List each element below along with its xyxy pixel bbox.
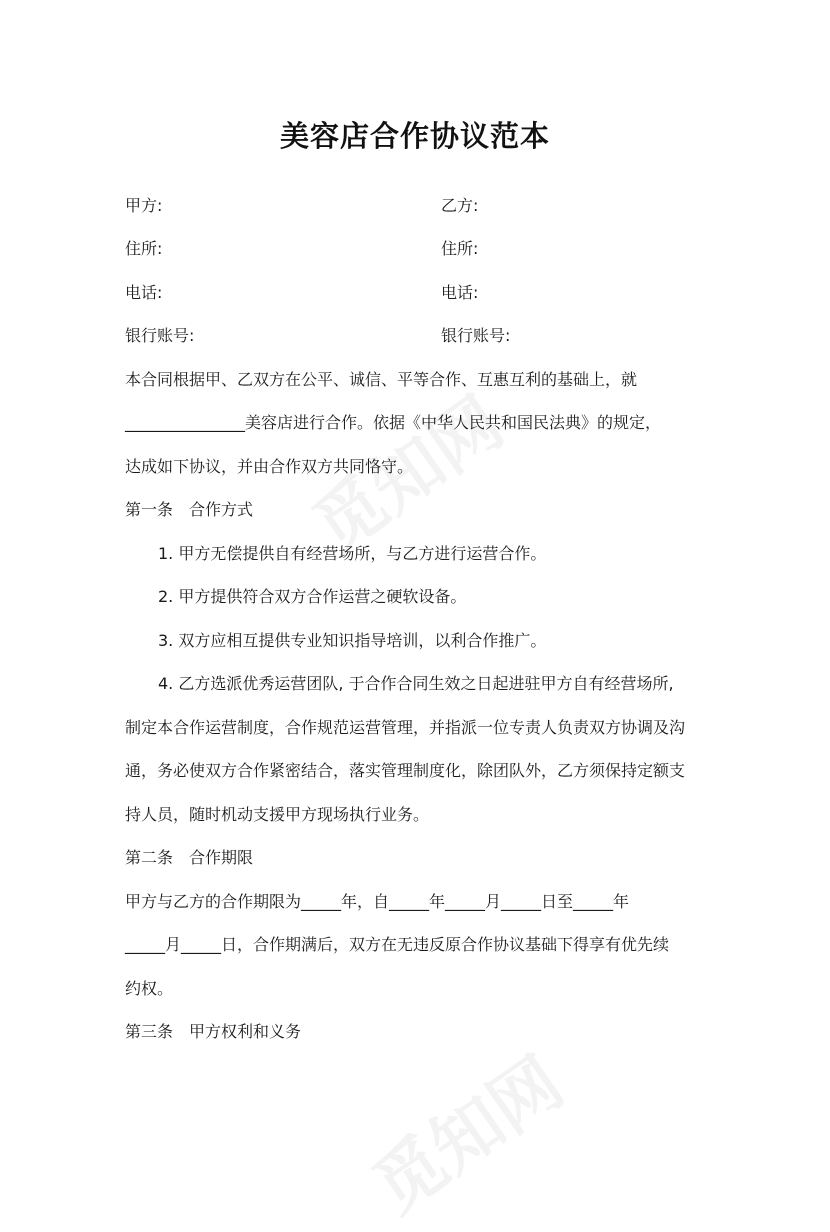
intro-paragraph-line: _______________美容店进行合作。依据《中华人民共和国民法典》的规定， [125, 413, 662, 432]
article-2-line: _____月_____日，合作期满后，双方在无违反原合作协议基础下得享有优先续 [125, 935, 670, 954]
article-1-heading: 第一条 合作方式 [125, 500, 254, 519]
watermark-text [350, 1029, 580, 1232]
intro-paragraph-line: 达成如下协议，并由合作双方共同恪守。 [125, 457, 414, 476]
article-1-item-4-line: 制定本合作运营制度，合作规范运营管理，并指派一位专责人负责双方协调及沟 [125, 718, 686, 737]
bank-account-a-label: 银行账号: [125, 326, 195, 345]
article-1-item-4-line: 4. 乙方选派优秀运营团队, 于合作合同生效之日起进驻甲方自有经营场所, [158, 674, 674, 693]
article-1-item: 1. 甲方无偿提供自有经营场所，与乙方进行运营合作。 [158, 544, 547, 563]
intro-paragraph-line: 本合同根据甲、乙双方在公平、诚信、平等合作、互惠互利的基础上，就 [125, 370, 638, 389]
article-1-item-4-line: 通，务必使双方合作紧密结合，落实管理制度化，除团队外，乙方须保持定额支 [125, 761, 686, 780]
article-1-item-4-line: 持人员，随时机动支援甲方现场执行业务。 [125, 805, 430, 824]
article-2-line: 甲方与乙方的合作期限为_____年，自_____年_____月_____日至_____年 [125, 892, 630, 911]
party-a-label: 甲方: [125, 196, 163, 215]
phone-a-label: 电话: [125, 283, 163, 302]
party-b-label: 乙方: [441, 196, 479, 215]
article-1-item: 2. 甲方提供符合双方合作运营之硬软设备。 [158, 587, 467, 606]
article-2-line: 约权。 [125, 979, 174, 998]
article-1-item: 3. 双方应相互提供专业知识指导培训，以利合作推广。 [158, 631, 547, 650]
phone-b-label: 电话: [441, 283, 479, 302]
bank-account-b-label: 银行账号: [441, 326, 511, 345]
article-3-heading: 第三条 甲方权利和义务 [125, 1022, 302, 1041]
article-2-heading: 第二条 合作期限 [125, 848, 254, 867]
document-title: 美容店合作协议范本 [279, 119, 550, 153]
address-a-label: 住所: [125, 239, 163, 258]
address-b-label: 住所: [441, 239, 479, 258]
